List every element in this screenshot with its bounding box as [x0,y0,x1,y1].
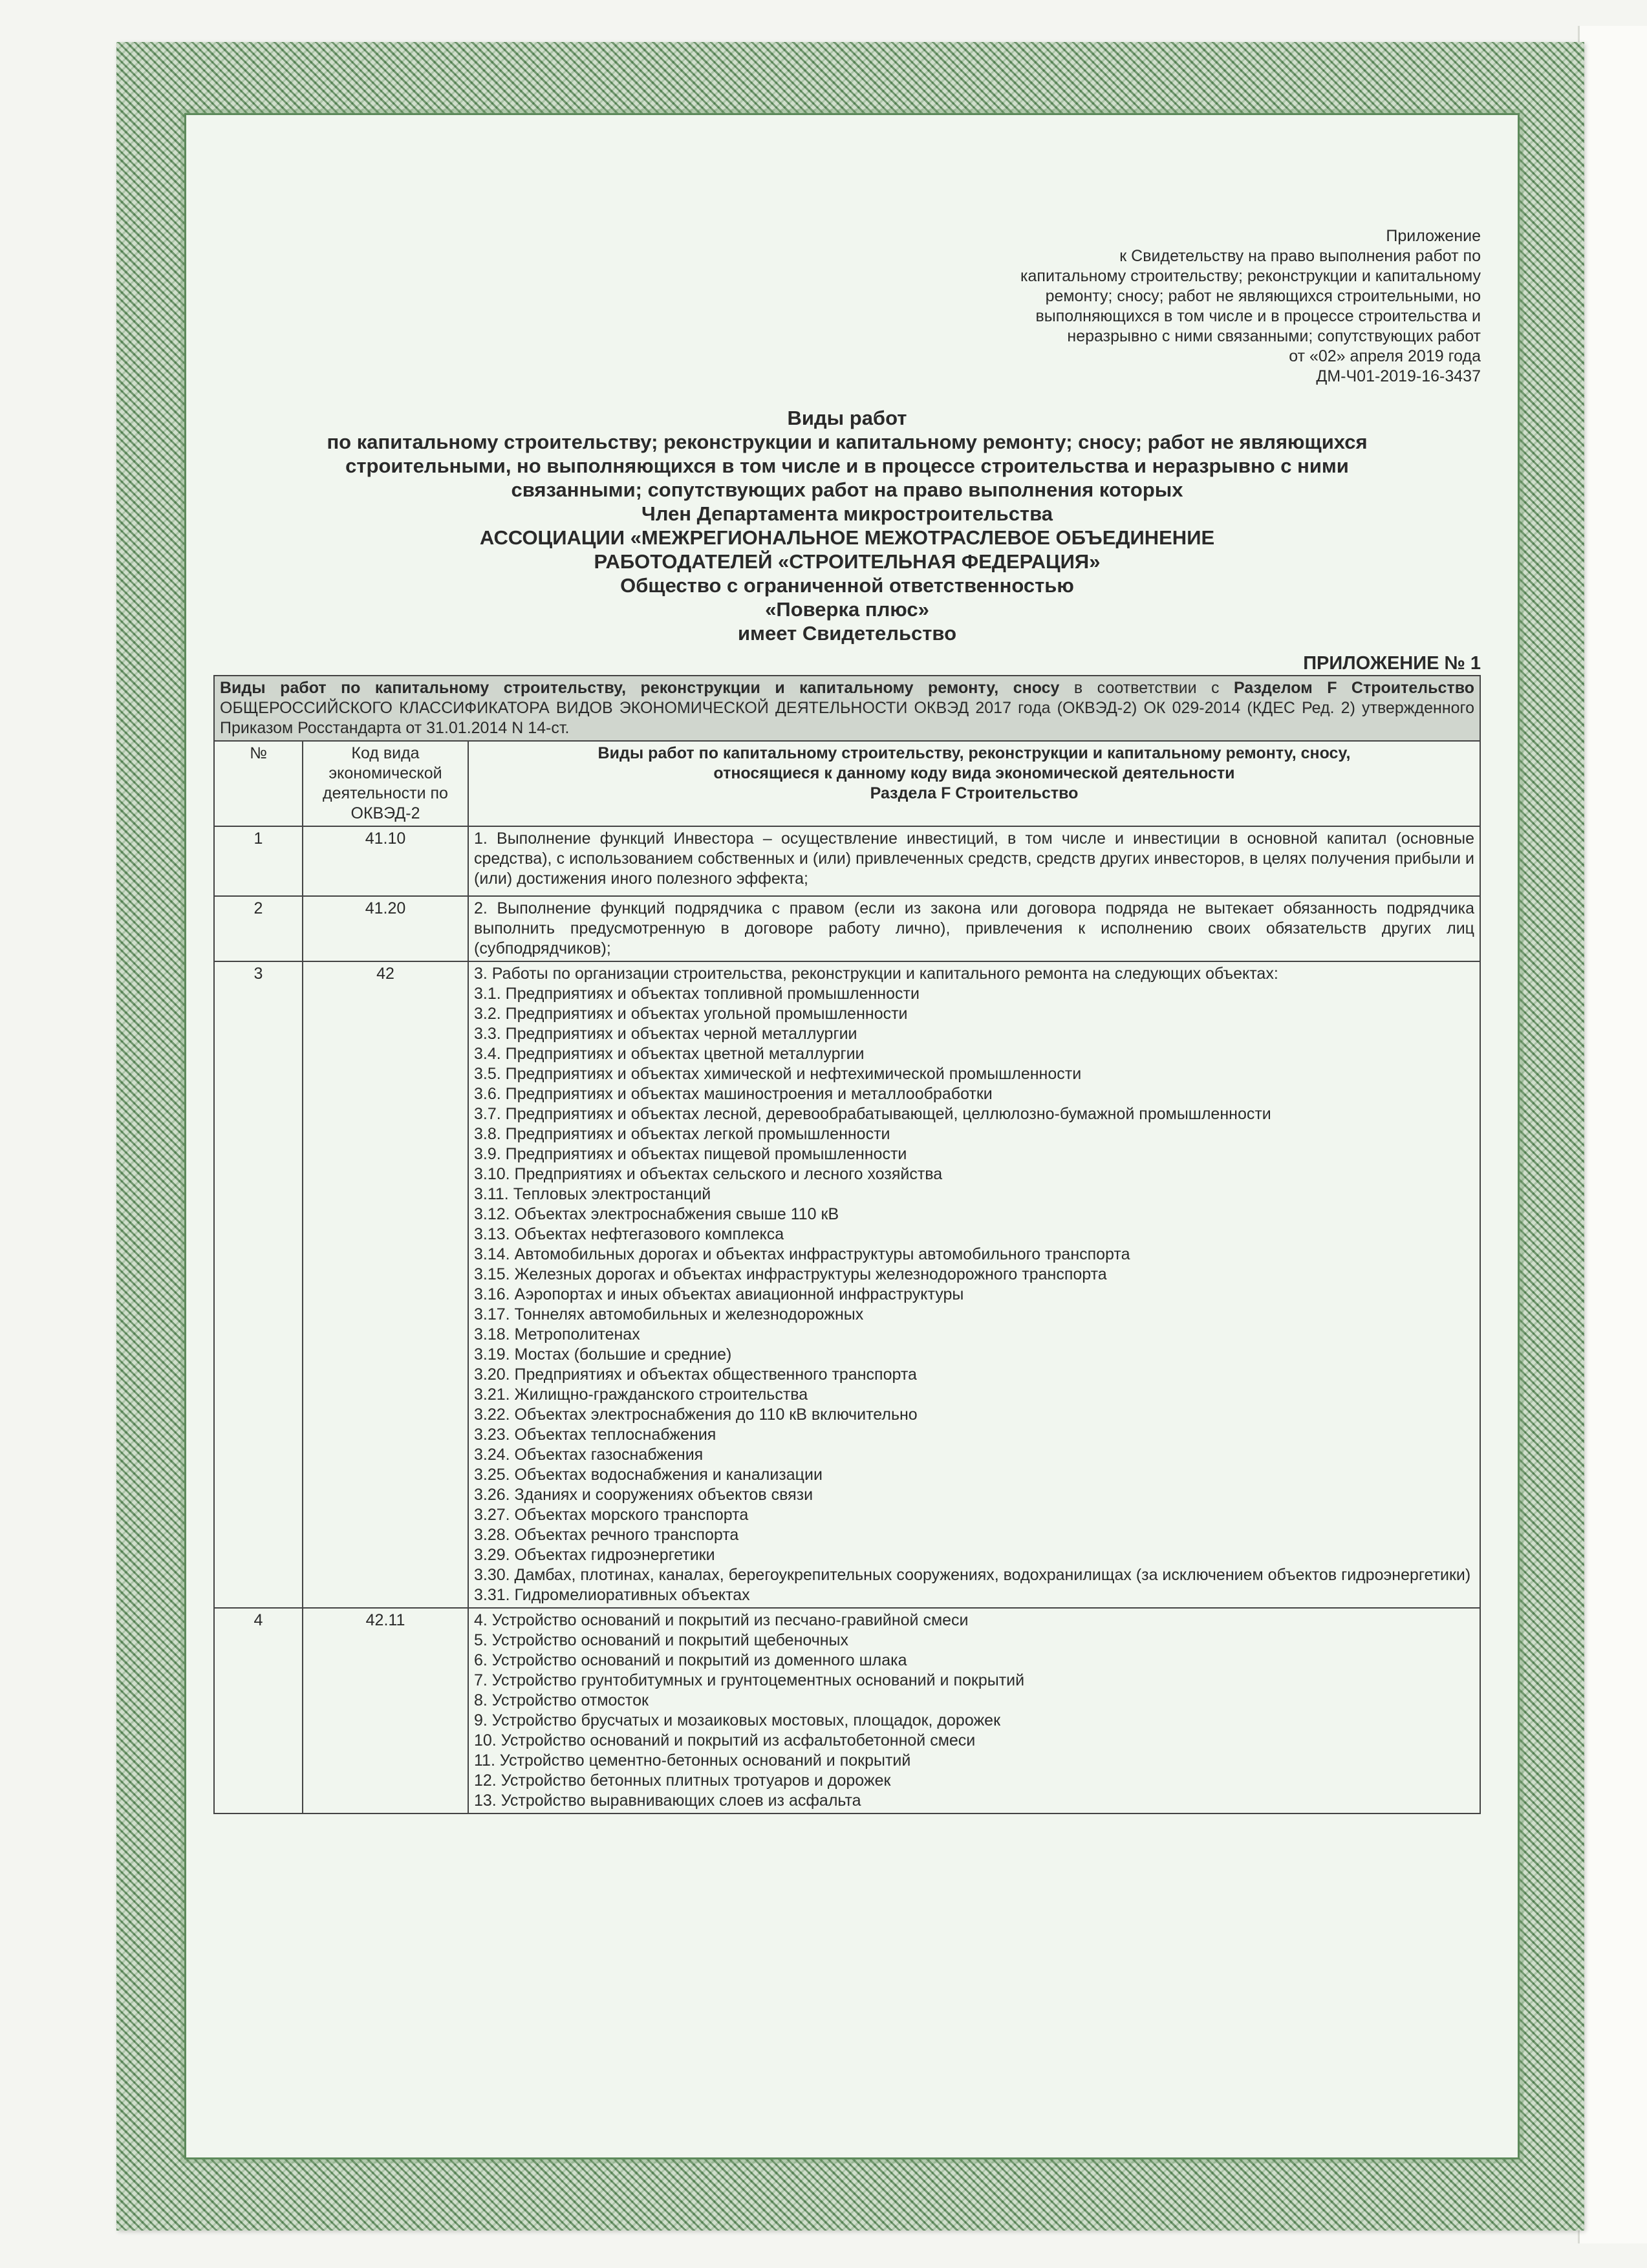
work-item: 3.5. Предприятиях и объектах химической и нефтехимической промышленности [474,1065,1082,1083]
work-item: 4. Устройство оснований и покрытий из песчано-гравийной смеси [474,1611,969,1629]
intro-rest: ОБЩЕРОССИЙСКОГО КЛАССИФИКАТОРА ВИДОВ ЭКОНОМИЧЕСКОЙ ДЕЯТЕЛЬНОСТИ ОКВЭД 2017 года (ОКВЭД-2) ОК 029-2014 (КДЕС Ред. 2) утвержденного Приказом Росстандарта от 31.01.2014 N 14-ст. [220,699,1474,737]
heading-line: АССОЦИАЦИИ «МЕЖРЕГИОНАЛЬНОЕ МЕЖОТРАСЛЕВОЕ ОБЪЕДИНЕНИЕ [479,526,1215,549]
appendix-certificate-number: ДМ-Ч01-2019-16-3437 [1316,367,1481,385]
document-content [213,226,1481,1814]
work-item: 13. Устройство выравнивающих слоев из асфальта [474,1792,861,1810]
work-item: 3.7. Предприятиях и объектах лесной, деревообрабатывающей, целлюлозно-бумажной промышленности [474,1105,1271,1123]
appendix-number: ПРИЛОЖЕНИЕ № 1 [1303,653,1481,674]
table-intro [214,676,1480,741]
row-num: 3 [214,961,303,1608]
work-item: 3.12. Объектах электроснабжения свыше 110 кВ [474,1205,839,1223]
work-item: 3.8. Предприятиях и объектах легкой промышленности [474,1125,890,1143]
heading-line: строительными, но выполняющихся в том числе и в процессе строительства и неразрывно с ними [345,455,1349,477]
appendix-reference [213,226,1481,387]
row-description: 1. Выполнение функций Инвестора – осуществление инвестиций, в том числе и инвестиции в основной капитал (основные средства), с использованием собственных и (или) привлеченных средств, средств других инвесторов, в целях получения прибыли и (или) достижения иного полезного эффекта; [468,826,1480,896]
company-name: «Поверка плюс» [765,598,929,621]
header-works [468,741,1480,826]
work-item: 3.16. Аэропортах и иных объектах авиационной инфраструктуры [474,1285,964,1303]
work-item: 11. Устройство цементно-бетонных оснований и покрытий [474,1751,911,1770]
work-item: 3.17. Тоннелях автомобильных и железнодорожных [474,1305,864,1323]
header-works-line: Виды работ по капитальному строительству, реконструкции и капитальному ремонту, сносу, [597,744,1351,762]
row-description [468,961,1480,1608]
work-item: 3.25. Объектах водоснабжения и канализации [474,1466,823,1484]
work-item: 3.1. Предприятиях и объектах топливной промышленности [474,985,920,1003]
row-code: 42.11 [303,1608,468,1813]
work-item: 8. Устройство отмосток [474,1691,649,1709]
appendix-line: неразрывно с ними связанными; сопутствующих работ [1067,327,1481,345]
appendix-line: капитальному строительству; реконструкции и капитальному [1020,267,1481,285]
work-item: 3.15. Железных дорогах и объектах инфраструктуры железнодорожного транспорта [474,1265,1107,1283]
header-works-line: Раздела F Строительство [870,784,1079,802]
appendix-line: выполняющихся в том числе и в процессе строительства и [1035,307,1481,325]
adjacent-page-edge [1578,26,1647,2243]
work-item: 3.24. Объектах газоснабжения [474,1446,704,1464]
work-item: 3.3. Предприятиях и объектах черной металлургии [474,1025,857,1043]
row-code: 41.20 [303,896,468,961]
work-item: 3.2. Предприятиях и объектах угольной промышленности [474,1005,908,1023]
table-row [214,961,1480,1608]
work-item: 3.28. Объектах речного транспорта [474,1526,739,1544]
heading-line: РАБОТОДАТЕЛЕЙ «СТРОИТЕЛЬНАЯ ФЕДЕРАЦИЯ» [594,550,1101,573]
work-item: 3.6. Предприятиях и объектах машиностроения и металлообработки [474,1085,993,1103]
row-num: 2 [214,896,303,961]
table-header-row [214,741,1480,826]
work-item: 3.31. Гидромелиоративных объектах [474,1586,750,1604]
work-item: 10. Устройство оснований и покрытий из асфальтобетонной смеси [474,1731,976,1749]
work-item: 3.13. Объектах нефтегазового комплекса [474,1225,784,1243]
work-item: 3.10. Предприятиях и объектах сельского и лесного хозяйства [474,1165,943,1183]
appendix-line: ремонту; сносу; работ не являющихся строительными, но [1045,287,1481,305]
table-row [214,1608,1480,1813]
heading-line: Член Департамента микростроительства [641,502,1053,525]
header-code: Код вида экономической деятельности по ОКВЭД-2 [303,741,468,826]
heading-line: Виды работ [787,407,907,429]
row-code: 42 [303,961,468,1608]
work-item: 3.18. Метрополитенах [474,1325,640,1343]
work-item: 3.9. Предприятиях и объектах пищевой промышленности [474,1145,907,1163]
work-item: 3.19. Мостах (большие и средние) [474,1345,732,1364]
intro-bold-start: Виды работ по капитальному строительству, реконструкции и капитальному ремонту, сносу [220,679,1060,697]
work-item: 5. Устройство оснований и покрытий щебеночных [474,1631,849,1649]
header-num: № [214,741,303,826]
table-row [214,826,1480,896]
appendix-date: от «02» апреля 2019 года [1289,347,1481,365]
intro-middle: в соответствии с [1059,679,1234,697]
work-item: 3.26. Зданиях и сооружениях объектов связи [474,1486,813,1504]
work-item: 3.30. Дамбах, плотинах, каналах, берегоукрепительных сооружениях, водохранилищах (за исключением объектов гидроэнергетики) [474,1566,1471,1584]
table-intro-row [214,676,1480,741]
header-works-line: относящиеся к данному коду вида экономической деятельности [713,764,1235,782]
heading-line: связанными; сопутствующих работ на право выполнения которых [511,478,1183,501]
work-item: 3.27. Объектах морского транспорта [474,1506,749,1524]
work-item: 6. Устройство оснований и покрытий из доменного шлака [474,1651,907,1669]
table-row [214,896,1480,961]
work-item: 3.23. Объектах теплоснабжения [474,1426,716,1444]
row-description [468,1608,1480,1813]
work-item: 9. Устройство брусчатых и мозаиковых мостовых, площадок, дорожек [474,1711,1001,1729]
work-item: 3.14. Автомобильных дорогах и объектах инфраструктуры автомобильного транспорта [474,1245,1130,1263]
works-table [213,675,1481,1814]
work-item: 3. Работы по организации строительства, реконструкции и капитального ремонта на следующих объектах: [474,965,1278,983]
appendix-line: Приложение [1386,227,1481,245]
work-item: 3.20. Предприятиях и объектах общественного транспорта [474,1365,917,1384]
row-num: 4 [214,1608,303,1813]
work-item: 3.4. Предприятиях и объектах цветной металлургии [474,1045,865,1063]
work-item: 3.11. Тепловых электростанций [474,1185,711,1203]
heading-line: имеет Свидетельство [737,622,957,645]
heading-line: Общество с ограниченной ответственностью [620,574,1074,597]
heading-line: по капитальному строительству; реконструкции и капитальному ремонту; сносу; работ не являющихся [327,431,1368,453]
row-code: 41.10 [303,826,468,896]
document-heading [213,406,1481,645]
work-item: 3.21. Жилищно-гражданского строительства [474,1385,808,1404]
intro-section: Разделом F Строительство [1234,679,1474,697]
work-item: 12. Устройство бетонных плитных тротуаров и дорожек [474,1771,891,1790]
row-description: 2. Выполнение функций подрядчика с правом (если из закона или договора подряда не вытекает обязанность подрядчика выполнить предусмотренную в договоре работу лично), привлечения к исполнению своих обязательств других лиц (субподрядчиков); [468,896,1480,961]
work-item: 3.29. Объектах гидроэнергетики [474,1546,715,1564]
appendix-line: к Свидетельству на право выполнения работ по [1119,247,1481,265]
row-num: 1 [214,826,303,896]
work-item: 7. Устройство грунтобитумных и грунтоцементных оснований и покрытий [474,1671,1025,1689]
work-item: 3.22. Объектах электроснабжения до 110 кВ включительно [474,1406,918,1424]
